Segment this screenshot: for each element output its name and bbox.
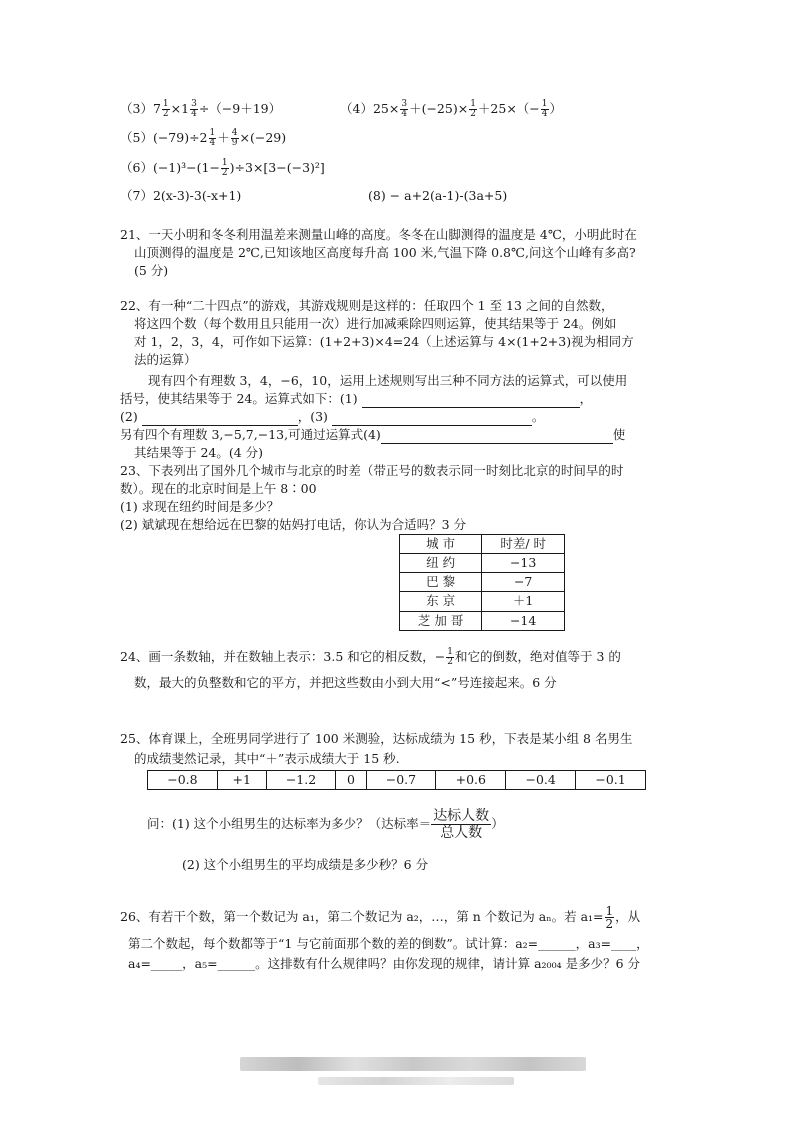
table-cell: −0.4 [506,771,576,790]
q22-line9: 其结果等于 24。(4 分) [134,445,264,460]
table-cell: +0.6 [436,771,506,790]
table-header: 城 市 [400,535,482,554]
table-row [400,611,565,630]
q22-line1: 22、有一种“二十四点”的游戏，其游戏规则是这样的：任取四个 1 至 13 之间的自然数， [120,298,614,313]
answer-blank-2[interactable] [142,413,298,426]
q20-part7: （7）2(x-3)-3(-x+1) [120,188,242,203]
q25-sub2: (2) 这个小组男生的平均成绩是多少秒？6 分 [182,857,429,872]
fraction: $\frac{4}{9}$ [231,128,238,148]
q23-sub2: (2) 斌斌现在想给远在巴黎的姑妈打电话，你认为合适吗？3 分 [120,517,467,532]
q20-part4: （4）25× $\frac{3}{4}$ ＋(−25)× $\frac{1}{2}$ ＋25×（− $\frac{1}{4}$ ） [340,99,563,119]
table-row [400,592,565,611]
q23-line1: 23、下表列出了国外几个城市与北京的时差（带正号的数表示同一时刻比北京的时间早的时 [120,463,624,478]
q22-line5: 现有四个有理数 3，4，−6，10，运用上述规则写出三种不同方法的运算式，可以使用 [148,373,628,388]
footer-watermark-sub [318,1077,514,1085]
fraction: $\frac{3}{4}$ [401,99,408,119]
table-cell: −7 [482,573,565,592]
q26-line3: a₄=_____，a₅=______。这排数有什么规律吗？由你发现的规律，请计算 a₂₀₀₄ 是多少？6 分 [128,956,640,971]
table-cell: 芝 加 哥 [400,611,482,630]
table-cell: −0.8 [148,771,218,790]
answer-blank-3[interactable] [332,413,532,426]
q20-part3: （3）7 $\frac{1}{2}$ ×1 $\frac{3}{4}$ ÷（−9＋19） [120,99,282,119]
timezone-table [399,534,565,631]
table-header: 时差/ 时 [482,535,565,554]
q23-line2: 数）。现在的北京时间是上午 8∶00 [120,481,317,496]
fraction: $\frac{1}{2}$ [470,99,476,119]
q22-line6: 括号，使其结果等于 24。运算式如下：(1) ， [120,390,592,408]
pass-rate-fraction: $\frac{\text{达标人数}}{\text{总人数}}$ [433,808,490,842]
table-row [400,554,565,573]
table-row [148,771,646,790]
fraction: $\frac{1}{4}$ [209,128,216,148]
q22-line3: 对 1，2，3，4，可作如下运算：(1+2+3)×4=24（上述运算与 4×(1+2+3)视为相同方 [134,334,634,349]
q25-line2: 的成绩斐然记录，其中“＋”表示成绩大于 15 秒. [134,751,400,766]
q25-line1: 25、体育课上，全班男同学进行了 100 米测验，达标成绩为 15 秒，下表是某小组 8 名男生 [120,731,633,746]
answer-blank-1[interactable] [362,395,580,408]
fraction: $\frac{1}{2}$ [447,647,453,667]
table-cell: +1 [217,771,266,790]
fraction: $\frac{1}{4}$ [541,99,548,119]
table-cell: −13 [482,554,565,573]
table-header-row [400,535,565,554]
q24-line1: 24、画一条数轴，并在数轴上表示：3.5 和它的相反数，− $\frac{1}{2}$ 和它的倒数，绝对值等于 3 的 [120,647,621,667]
q20-part8: (8) − a+2(a-1)-(3a+5) [368,188,508,203]
table-cell: 0 [336,771,366,790]
q20-part5: （5）(−79)÷2 $\frac{1}{4}$ ＋ $\frac{4}{9}$ ×(−29) [120,128,287,148]
fraction: $\frac{1}{2}$ [221,158,228,178]
table-cell: 巴 黎 [400,573,482,592]
q22-line4: 法的运算） [134,352,197,367]
table-cell: −0.7 [366,771,436,790]
fraction: $\frac{3}{4}$ [191,99,197,119]
table-cell: ＋1 [482,592,565,611]
q21-line2: 山顶测得的温度是 2℃,已知该地区高度每升高 100 米,气温下降 0.8℃,问这个山峰有多高? [134,245,636,260]
footer-watermark [240,1057,586,1071]
table-cell: 纽 约 [400,554,482,573]
q24-line2: 数，最大的负整数和它的平方，并把这些数由小到大用“<”号连接起来。6 分 [134,675,557,690]
table-row [400,573,565,592]
q26-line1: 26、有若干个数，第一个数记为 a₁，第二个数记为 a₂，…，第 n 个数记为 aₙ。若 a₁= $\frac{1}{2}$ ，从 [120,904,641,931]
table-cell: −1.2 [266,771,336,790]
q21-line1: 21、一天小明和冬冬利用温差来测量山峰的高度。冬冬在山脚测得的温度是 4℃，小明此时在 [120,227,637,242]
q20-part6: （6）(−1)³−(1− $\frac{1}{2}$ )÷3×[3−(−3)²] [120,158,325,178]
q21-line3: (5 分) [134,263,169,278]
table-cell: −0.1 [576,771,646,790]
q22-line8: 另有四个有理数 3,−5,7,−13,可通过运算式(4) 使 [120,426,625,444]
q22-line2: 将这四个数（每个数用且只能用一次）进行加减乘除四则运算，使其结果等于 24。例如 [134,316,617,331]
scores-table [147,770,646,790]
q25-sub1: 问：(1) 这个小组男生的达标率为多少？（达标率＝ $\frac{\text{达标人数}}{\text{总人数}}$ ） [147,808,504,842]
q22-line7: (2) ，(3) 。 [120,408,544,426]
table-cell: −14 [482,611,565,630]
fraction: $\frac{1}{2}$ [162,99,169,119]
q23-sub1: (1) 求现在纽约时间是多少？ [120,499,280,514]
table-cell: 东 京 [400,592,482,611]
q26-line2: 第二个数起，每个数都等于“1 与它前面那个数的差的倒数”。试计算：a₂=______，a₃=____， [128,936,649,951]
answer-blank-4[interactable] [381,431,613,444]
fraction: $\frac{1}{2}$ [605,904,614,931]
